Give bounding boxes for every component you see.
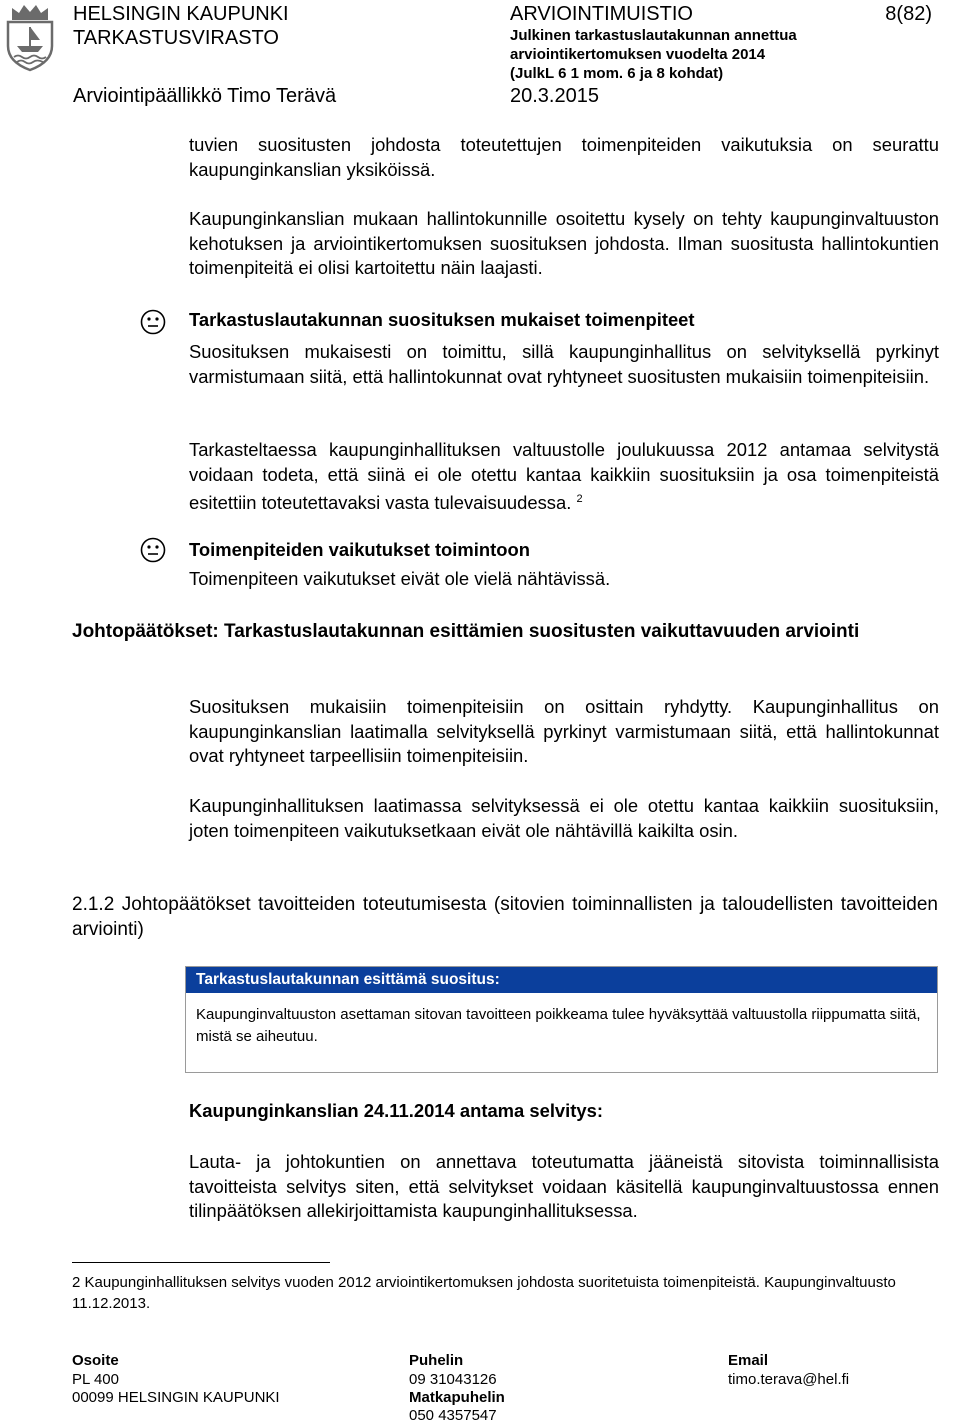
doc-desc-line1: Julkinen tarkastuslautakunnan annettua bbox=[510, 27, 797, 44]
paragraph: Toimenpiteen vaikutukset eivät ole vielä nähtävissä. bbox=[189, 568, 611, 589]
footnote-ref: 2 bbox=[576, 493, 583, 505]
neutral-face-icon bbox=[140, 309, 166, 335]
doc-date: 20.3.2015 bbox=[510, 85, 599, 107]
helsinki-crest-icon bbox=[2, 2, 58, 72]
footnote bbox=[72, 1272, 934, 1314]
recommendation-box-title: Tarkastuslautakunnan esittämä suositus: bbox=[186, 967, 937, 993]
doc-type: ARVIOINTIMUISTIO bbox=[510, 3, 693, 25]
mobile-label: Matkapuhelin bbox=[409, 1389, 505, 1406]
recommendation-box-text: Kaupunginvaltuuston asettaman sitovan tavoitteen poikkeama tulee hyväksyttää valtuustolla riippumatta siitä, mistä se aiheutuu. bbox=[196, 1006, 921, 1045]
mobile-number: 050 4357547 bbox=[409, 1407, 497, 1424]
doc-desc-line2: arviointikertomuksen vuodelta 2014 bbox=[510, 46, 766, 63]
page-number: 8(82) bbox=[885, 3, 932, 25]
address-label: Osoite bbox=[72, 1352, 119, 1369]
footnote-text: Kaupunginhallituksen selvitys vuoden 2012 arviointikertomuksen johdosta suoritetuista toimenpiteistä. Kaupunginvaltuusto 11.12.2013. bbox=[72, 1274, 896, 1312]
section-heading: Toimenpiteiden vaikutukset toimintoon bbox=[189, 539, 530, 560]
paragraph: Suosituksen mukaisesti on toimittu, sillä kaupunginhallitus on selvityksellä pyrkinyt varmistumaan siitä, että hallintokunnat ovat ryhtyneet suositusten mukaisiin toimenpiteisiin. bbox=[189, 341, 939, 387]
paragraph: tuvien suositusten johdosta toteutettujen toimenpiteiden vaikutuksia on seurattu kaupunginkanslian yksiköissä. bbox=[189, 134, 939, 180]
address-line2: 00099 HELSINGIN KAUPUNKI bbox=[72, 1389, 280, 1406]
recommendation-box bbox=[185, 966, 938, 1073]
org-name: HELSINGIN KAUPUNKI bbox=[73, 3, 289, 25]
org-unit: TARKASTUSVIRASTO bbox=[73, 27, 279, 49]
neutral-face-icon bbox=[140, 537, 166, 563]
author: Arviointipäällikkö Timo Terävä bbox=[73, 85, 337, 107]
paragraph-text: Tarkasteltaessa kaupunginhallituksen valtuustolle joulukuussa 2012 antamaa selvitystä voidaan todeta, että siinä ei ole otettu kantaa kaikkiin suosituksiin ja osa toimenpiteistä esitettiin toteutettavaksi vasta tulevaisuudessa. bbox=[189, 439, 939, 514]
paragraph: Kaupunginhallituksen laatimassa selvityksessä ei ole otettu kantaa kaikkiin suosituksiin, joten toimenpiteen vaikutuksetkaan eivät ole nähtävillä kaikilta osin. bbox=[189, 795, 939, 841]
paragraph: Kaupunginkanslian mukaan hallintokunnille osoitettu kysely on tehty kaupunginvaltuuston kehotuksen ja arviointikertomuksen suosituksen johdosta. Ilman suositusta hallintokuntien toimenpiteitä ei olisi kartoitettu näin laajasti. bbox=[189, 208, 939, 278]
email-label: Email bbox=[728, 1352, 769, 1369]
paragraph bbox=[189, 438, 939, 516]
footnote-divider bbox=[72, 1262, 330, 1263]
phone-number: 09 31043126 bbox=[409, 1371, 497, 1388]
phone-label: Puhelin bbox=[409, 1352, 464, 1369]
doc-desc-line3: (JulkL 6 1 mom. 6 ja 8 kohdat) bbox=[510, 65, 724, 82]
address-line1: PL 400 bbox=[72, 1371, 119, 1388]
subsection-heading: 2.1.2 Johtopäätökset tavoitteiden toteutumisesta (sitovien toiminnallisten ja taloudellisten tavoitteiden arviointi) bbox=[72, 894, 938, 940]
conclusion-heading: Johtopäätökset: Tarkastuslautakunnan esittämien suositusten vaikuttavuuden arviointi bbox=[72, 621, 860, 642]
paragraph: Lauta- ja johtokuntien on annettava toteutumatta jääneistä sitovista toiminnallisista tavoitteista selvitys siten, että selvitykset voidaan käsitellä kaupunginvaltuustossa ennen tilinpäätöksen allekirjoittamista kaupunginhallituksessa. bbox=[189, 1151, 939, 1221]
footnote-number: 2 bbox=[72, 1274, 81, 1291]
paragraph: Suosituksen mukaisiin toimenpiteisiin on osittain ryhdytty. Kaupunginhallitus on kaupunginkanslian laatimalla selvityksellä pyrkinyt varmistumaan siitä, että hallintokunnat ovat ryhtyneet tarpeellisiin toimenpiteisiin. bbox=[189, 696, 939, 766]
statement-heading: Kaupunginkanslian 24.11.2014 antama selvitys: bbox=[189, 1100, 603, 1121]
email-link[interactable]: timo.terava@hel.fi bbox=[728, 1371, 850, 1388]
section-heading: Tarkastuslautakunnan suosituksen mukaiset toimenpiteet bbox=[189, 309, 695, 330]
